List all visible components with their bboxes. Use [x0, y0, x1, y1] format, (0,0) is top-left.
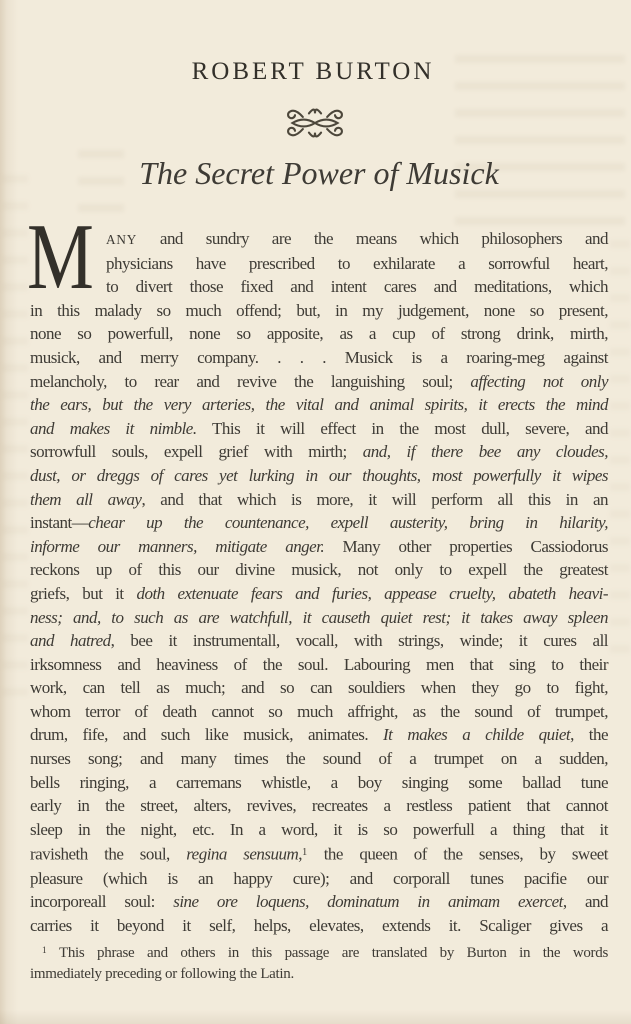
- page-title: The Secret Power of Musick: [139, 155, 499, 191]
- text-line: ravisheth the soul, regina sensuum,$^1$ the queen of the senses, by sweet: [30, 845, 608, 865]
- text-line: ANY and sundry are the means which philosophers and: [106, 229, 608, 248]
- footnote: [30, 941, 608, 985]
- text-line: melancholy, to rear and revive the languishing soul; affecting not only: [30, 371, 608, 391]
- text-line: incorporeall soul: sine ore loquens, dominatum in animam exercet, and: [30, 892, 608, 912]
- text-line: ness; and, to such as are watchfull, it causeth quiet rest; it takes away spleen: [30, 607, 608, 627]
- text-line: musick, and merry company. . . . Musick is a roaring-meg against: [30, 347, 608, 367]
- text-line: griefs, but it doth extenuate fears and furies, appease cruelty, abateth heavi-: [30, 583, 609, 603]
- text-line: in this malady so much offend; but, in my judgement, none so present,: [30, 300, 608, 320]
- text-line: drum, fife, and such like musick, animates. It makes a childe quiet, the: [30, 725, 608, 745]
- text-line: sleep in the night, etc. In a word, it is so powerfull a thing that it: [30, 819, 608, 839]
- page-left-edge-shadow: [0, 0, 18, 1024]
- text-line: whom terror of death cannot so much affright, as the sound of trumpet,: [30, 701, 608, 721]
- text-line: none so powerfull, none so apposite, as a cup of strong drink, mirth,: [30, 324, 608, 344]
- text-line: informe our manners, mitigate anger. Many other properties Cassiodorus: [30, 536, 608, 556]
- text-line: work, can tell as much; and so can souldiers when they go to fight,: [30, 678, 608, 698]
- text-line: bells ringing, a carremans whistle, a boy singing some ballad tune: [30, 772, 608, 792]
- text-line: nurses song; and many times the sound of a trumpet on a sudden,: [30, 749, 608, 769]
- text-line: and hatred, bee it instrumentall, vocall, with strings, winde; it cures all: [30, 631, 608, 651]
- drop-cap: M: [27, 205, 94, 309]
- page-bottom-edge-shadow: [0, 1010, 631, 1024]
- text-line: them all away, and that which is more, it will perform all this in an: [30, 489, 608, 509]
- text-line: to divert those fixed and intent cares and meditations, which: [106, 277, 608, 297]
- text-line: early in the street, alters, revives, recreates a restless patient that cannot: [30, 796, 608, 816]
- text-line: irksomness and heaviness of the soul. Labouring men that sing to their: [30, 654, 608, 674]
- text-line: carries it beyond it self, helps, elevates, extends it. Scaliger gives a: [30, 915, 608, 935]
- footnote-line: immediately preceding or following the Latin.: [30, 966, 294, 983]
- text-line: and makes it nimble. This it will effect in the most dull, severe, and: [30, 418, 608, 438]
- text-line: sorrowfull souls, expell grief with mirth; and, if there bee any cloudes,: [30, 442, 608, 462]
- page-showthrough: [610, 240, 630, 670]
- text-line: the ears, but the very arteries, the vital and animal spirits, it erects the mind: [30, 395, 608, 415]
- fleuron-ornament-icon: [284, 103, 346, 143]
- text-line: instant—chear up the countenance, expell austerity, bring in hilarity,: [30, 513, 608, 533]
- body-text: [30, 227, 608, 938]
- footnote-line: $^1$ This phrase and others in this passage are translated by Burton in the words: [42, 945, 608, 962]
- text-line: physicians have prescribed to exhilarate a sorrowful heart,: [106, 253, 608, 273]
- text-line: pleasure (which is an happy cure); and corporall tunes pacifie our: [30, 868, 608, 888]
- text-line: reckons up of this our divine musick, not only to expell the greatest: [30, 560, 608, 580]
- drop-cap-spacer: [30, 227, 106, 298]
- text-line: dust, or dreggs of cares yet lurking in our thoughts, most powerfully it wipes: [30, 465, 608, 485]
- author-heading: ROBERT BURTON: [191, 58, 435, 85]
